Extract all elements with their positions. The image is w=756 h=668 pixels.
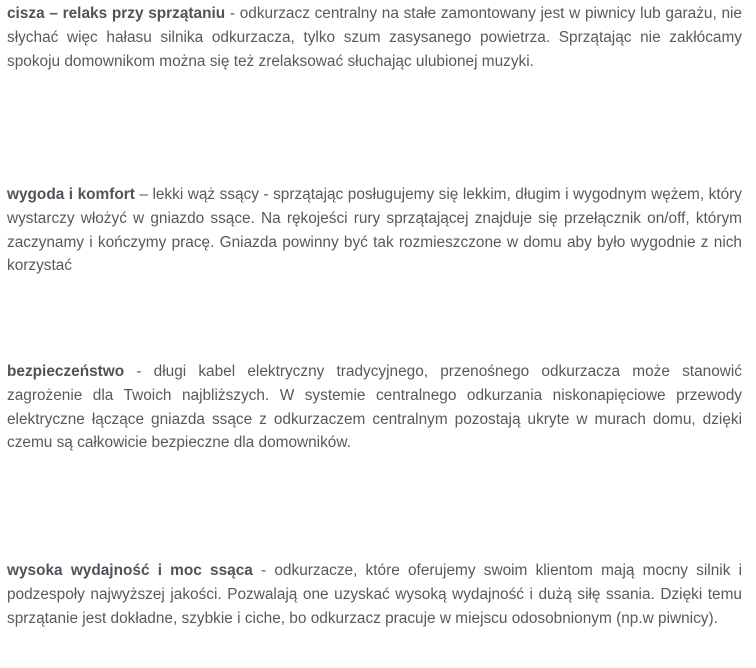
- section-term: wygoda i komfort: [7, 186, 135, 203]
- section-term: wysoka wydajność i moc ssąca: [7, 562, 253, 579]
- section-term: bezpieczeństwo: [7, 363, 125, 380]
- section-body: – lekki wąż ssący - sprzątając posługujemy się lekkim, długim i wygodnym wężem, który wystarczy włożyć w gniazdo ssące. Na rękojeści rury sprzątającej znajduje się przełącznik on/off, którym zaczynamy i kończymy pracę. Gniazda powinny być tak rozmieszczone w domu aby było wygodnie z nich korzystać: [7, 186, 742, 275]
- section-wydajnosc: [7, 559, 742, 630]
- section-body: - odkurzacz centralny na stałe zamontowany jest w piwnicy lub garażu, nie słychać więc hałasu silnika odkurzacza, tylko szum zasysanego powietrza. Sprzątając nie zakłócamy spokoju domownikom można się też zrelaksować słuchając ulubionej muzyki.: [7, 5, 742, 70]
- section-body: - odkurzacze, które oferujemy swoim klientom mają mocny silnik i podzespoły najwyższej jakości. Pozwalają one uzyskać wysoką wydajność i dużą siłę ssania. Dzięki temu sprzątanie jest dokładne, szybkie i ciche, bo odkurzacz pracuje w miejscu odosobnionym (np.w piwnicy).: [7, 562, 743, 627]
- section-term: cisza – relaks przy sprzątaniu: [7, 5, 226, 22]
- section-cisza: [7, 2, 742, 73]
- section-wygoda: [7, 183, 742, 278]
- section-bezpieczenstwo: [7, 360, 742, 455]
- section-body: - długi kabel elektryczny tradycyjnego, przenośnego odkurzacza może stanowić zagrożenie dla Twoich najbliższych. W systemie centralnego odkurzania niskonapięciowe przewody elektryczne łączące gniazda ssące z odkurzaczem centralnym pozostają ukryte w murach domu, dzięki czemu są całkowicie bezpieczne dla domowników.: [7, 363, 742, 452]
